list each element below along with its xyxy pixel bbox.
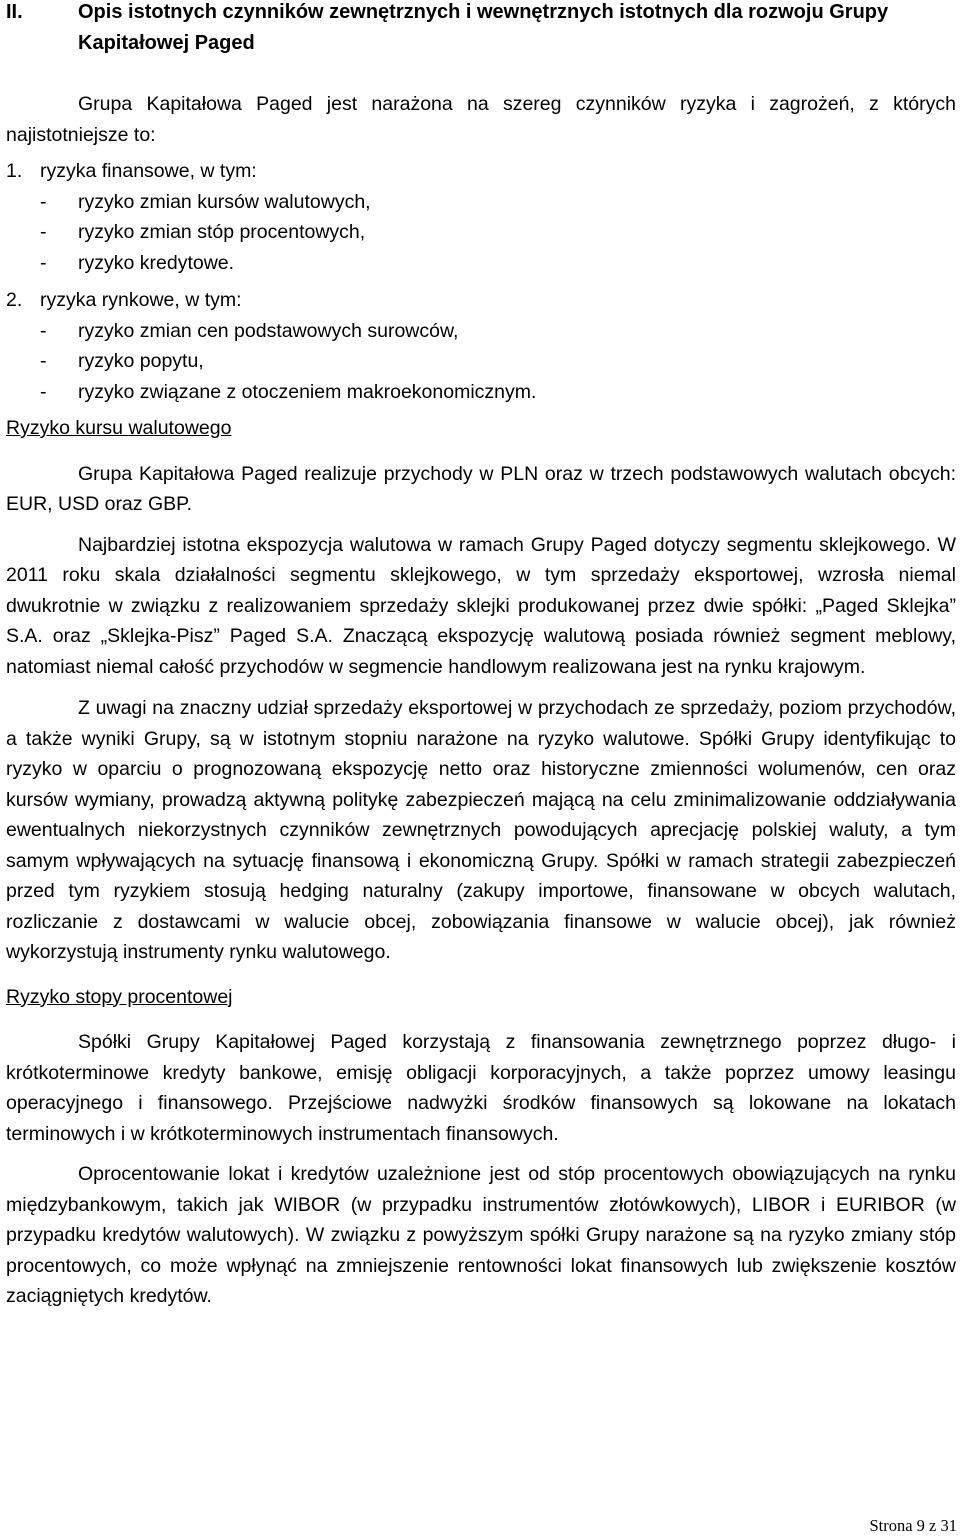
dash-bullet: - [40, 380, 47, 403]
list-item [6, 187, 956, 218]
page-number: Strona 9 z 31 [869, 1516, 957, 1535]
risk-list [6, 156, 956, 407]
list-item-text: ryzyko zmian cen podstawowych surowców, [78, 319, 459, 342]
paragraph: Najbardziej istotna ekspozycja walutowa w ramach Grupy Paged dotyczy segmentu sklejkowego. W 2011 roku skala działalności segmentu sklejkowego, w tym sprzedaży eksportowej, wzrosła niemal dwukrotnie w związku z realizowaniem sprzedaży sklejki produkowanej przez dwie spółki: „Paged Sklejka” S.A. oraz „Sklejka-Pisz” Paged S.A. Znaczącą ekspozycję walutową posiada również segment meblowy, natomiast niemal całość przychodów w segmencie handlowym realizowana jest na rynku krajowym. [6, 533, 956, 678]
dash-bullet: - [40, 221, 47, 243]
list-item-text: ryzyko zmian stóp procentowych, [78, 221, 366, 243]
list-item [6, 377, 956, 408]
list-item [6, 217, 956, 248]
dash-bullet: - [40, 251, 47, 274]
intro-paragraph: Grupa Kapitałowa Paged jest narażona na szereg czynników ryzyka i zagrożeń, z których najistotniejsze to: [6, 93, 956, 146]
list-item-text: ryzyko popytu, [78, 350, 204, 372]
risk-group-1-title [6, 156, 956, 187]
dash-bullet: - [40, 190, 47, 213]
dash-bullet: - [40, 350, 47, 372]
section-heading [6, 0, 956, 59]
paragraph: Oprocentowanie lokat i kredytów uzależnione jest od stóp procentowych obowiązujących na rynku międzybankowym, takich jak WIBOR (w przypadku instrumentów złotówkowych), LIBOR i EURIBOR (w przypadku kredytów walutowych). W związku z powyższym spółki Grupy narażone są na ryzyko zmiany stóp procentowych, co może wpłynąć na zmniejszenie rentowności lokat finansowych lub zwiększenie kosztów zaciągniętych kredytów. [6, 1163, 956, 1307]
paragraph: Spółki Grupy Kapitałowej Paged korzystają z finansowania zewnętrznego poprzez długo- i krótkoterminowe kredyty bankowe, emisję obligacji korporacyjnych, a także poprzez umowy leasingu operacyjnego i finansowego. Przejściowe nadwyżki środków finansowych są lokowane na lokatach terminowych i w krótkoterminowych instrumentach finansowych. [6, 1031, 956, 1145]
paragraph: Z uwagi na znaczny udział sprzedaży eksportowej w przychodach ze sprzedaży, poziom przychodów, a także wyniki Grupy, są w istotnym stopniu narażone na ryzyko walutowe. Spółki Grupy identyfikując to ryzyko w oparciu o prognozowaną ekspozycję netto oraz historyczne zmienności wolumenów, cen oraz kursów wymiany, prowadzą aktywną politykę zabezpieczeń mającą na celu zminimalizowanie oddziaływania ewentualnych niekorzystnych czynników zewnętrznych powodujących aprecjację polskiej waluty, a tym samym wpływających na sytuację finansową i ekonomiczną Grupy. Spółki w ramach strategii zabezpieczeń przed tym ryzykiem stosują hedging naturalny (zakupy importowe, finansowane w obcych walutach, rozliczanie z dostawcami w walucie obcej, zobowiązania finansowe w walucie obcej), jak również wykorzystują instrumenty rynku walutowego. [6, 697, 956, 963]
list-label: ryzyka finansowe, w tym: [40, 160, 257, 182]
list-number: 1. [6, 160, 23, 182]
section-title-currency-risk: Ryzyko kursu walutowego [6, 417, 232, 439]
document-page [6, 0, 956, 1312]
heading-number: II. [6, 1, 23, 23]
list-item [6, 248, 956, 279]
list-item-text: ryzyko kredytowe. [78, 251, 235, 274]
heading-title: Opis istotnych czynników zewnętrznych i wewnętrznych istotnych dla rozwoju Grupy Kapitałowej Paged [78, 1, 889, 54]
list-item-text: ryzyko zmian kursów walutowych, [78, 190, 371, 213]
risk-group-2-title [6, 285, 956, 316]
dash-bullet: - [40, 319, 47, 342]
list-item-text: ryzyko związane z otoczeniem makroekonomicznym. [78, 380, 537, 403]
section-title-interest-rate-risk: Ryzyko stopy procentowej [6, 985, 233, 1008]
list-item [6, 346, 956, 377]
list-number: 2. [6, 289, 23, 311]
paragraph: Grupa Kapitałowa Paged realizuje przychody w PLN oraz w trzech podstawowych walutach obcych: EUR, USD oraz GBP. [6, 462, 956, 515]
list-item [6, 316, 956, 347]
list-label: ryzyka rynkowe, w tym: [40, 289, 242, 311]
